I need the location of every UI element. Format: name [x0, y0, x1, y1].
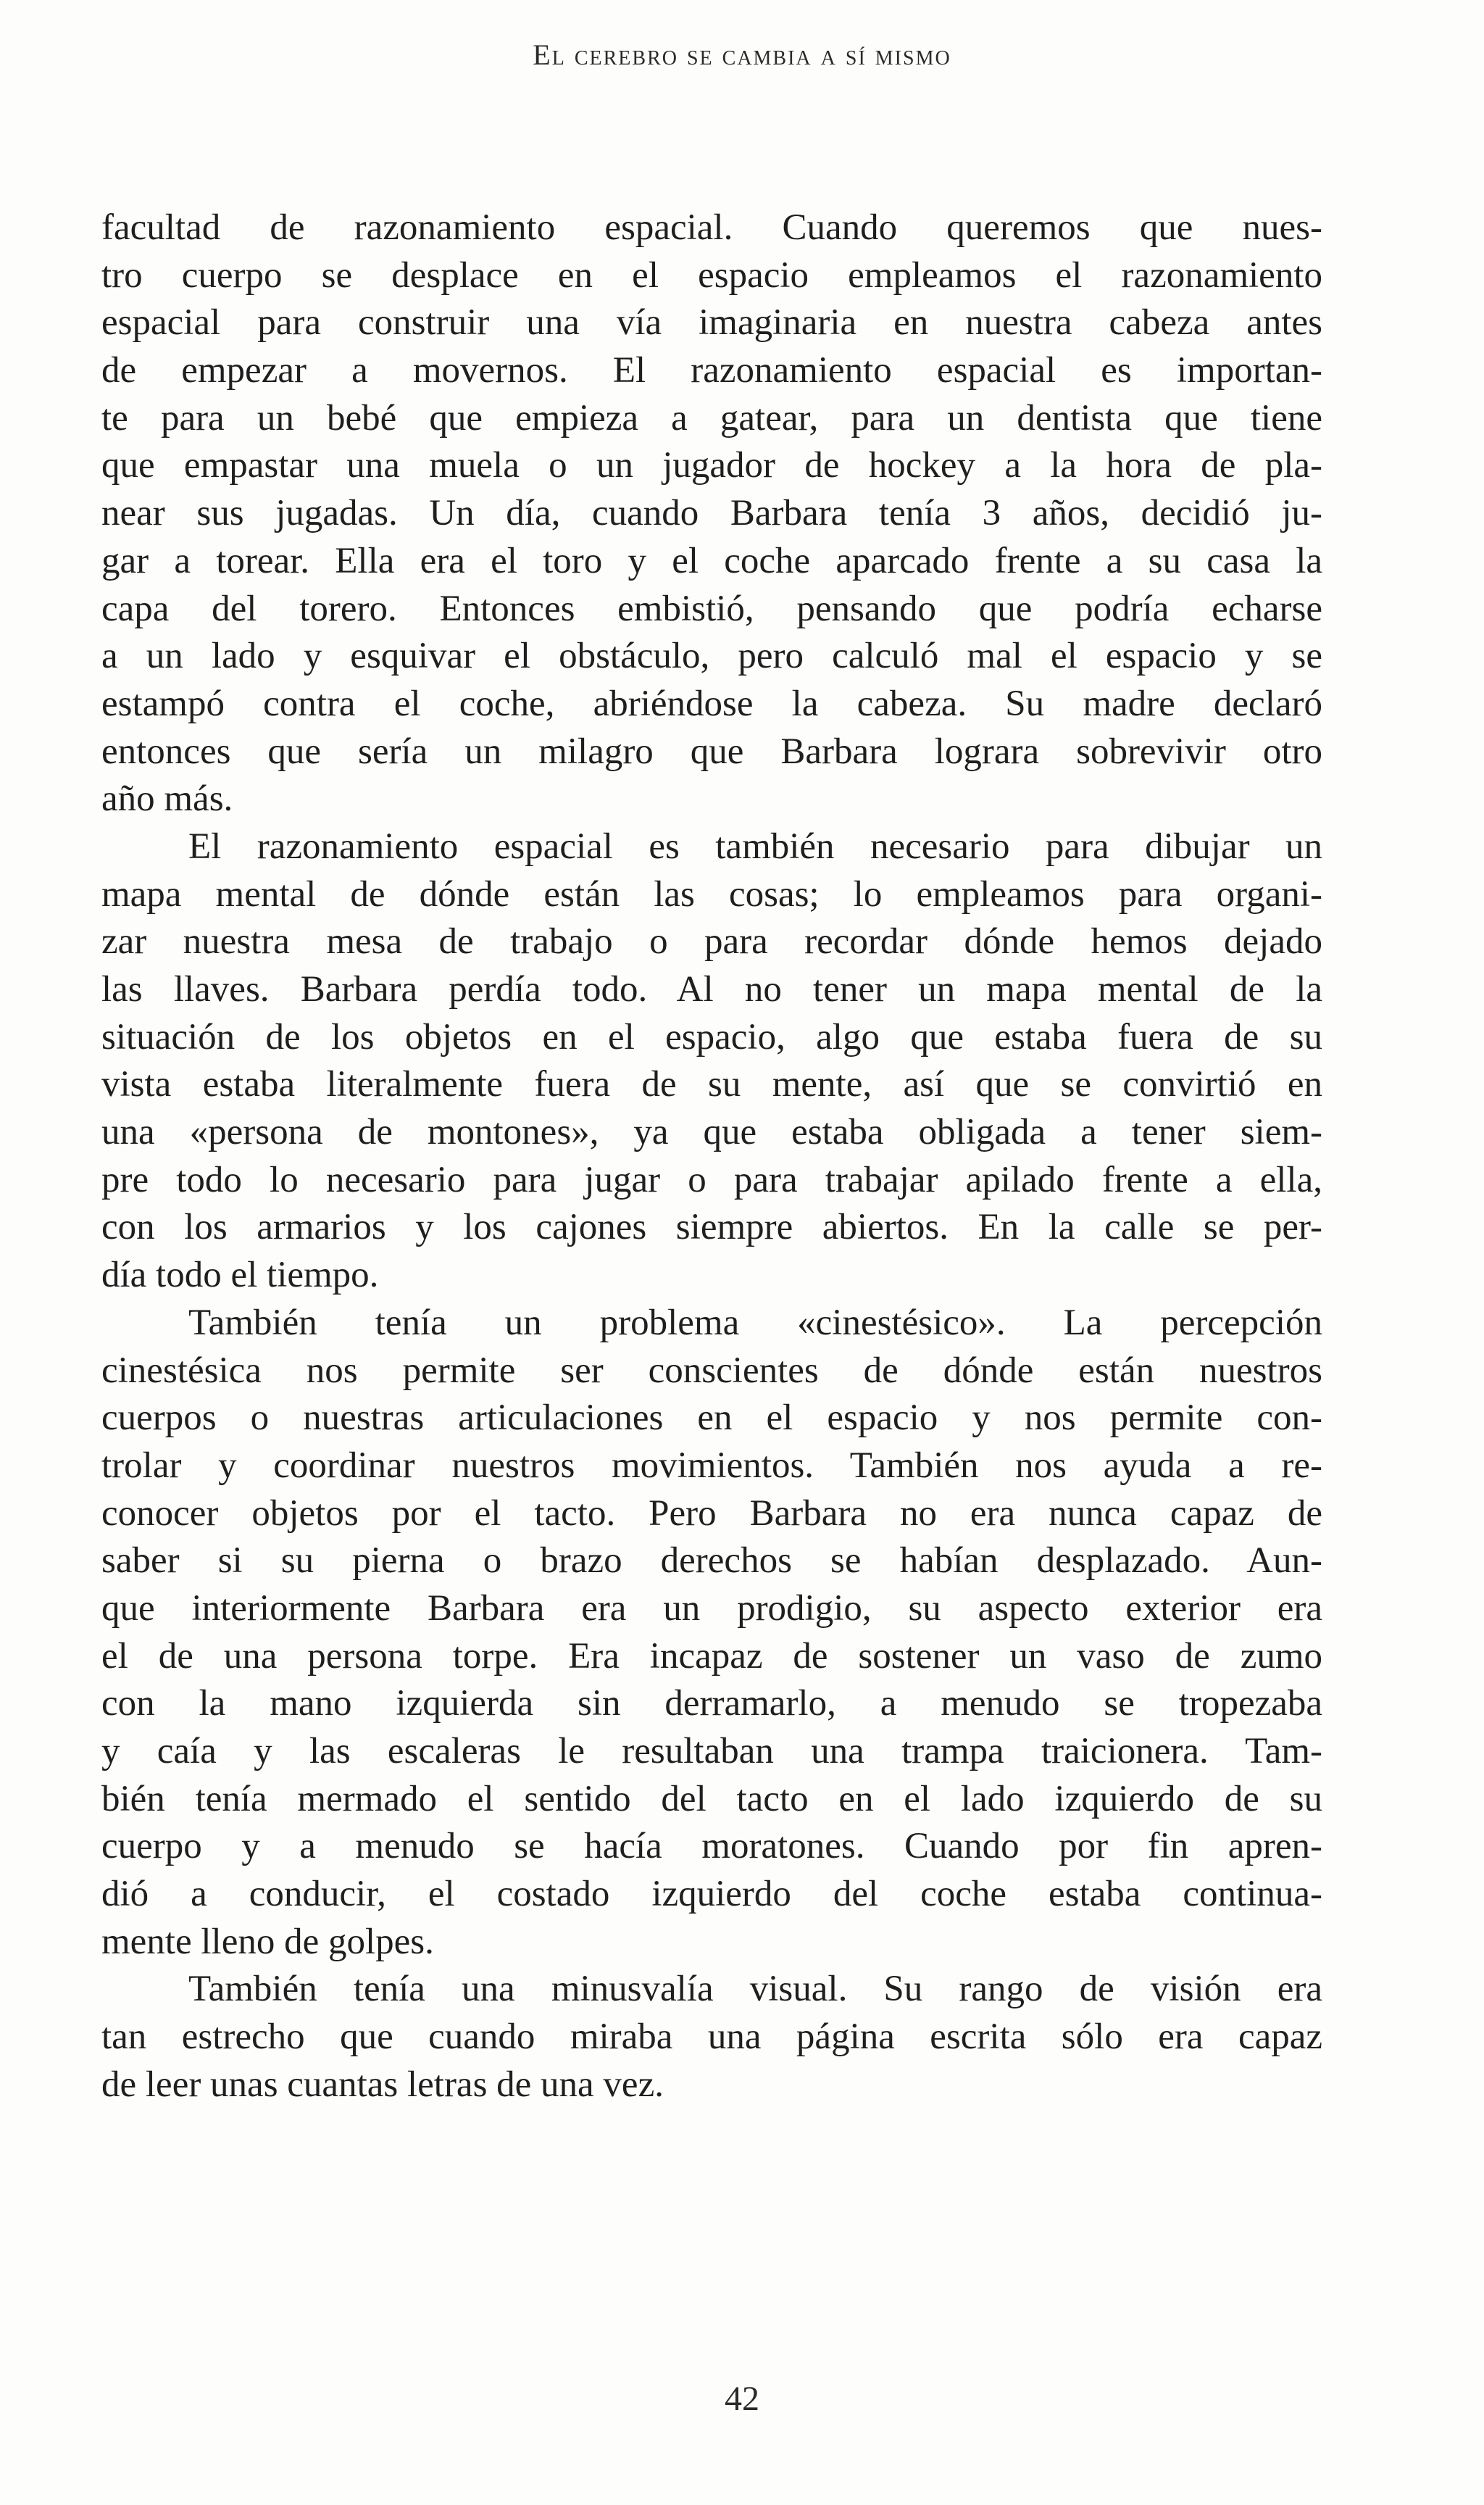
text-line: con la mano izquierda sin derramarlo, a menudo se tropezaba	[101, 1683, 1322, 1724]
text-line: gar a torear. Ella era el toro y el coche aparcado frente a su casa la	[101, 540, 1322, 581]
text-line: cuerpos o nuestras articulaciones en el espacio y nos permite con-	[101, 1397, 1322, 1439]
text-line: año más.	[101, 778, 233, 820]
text-line: una «persona de montones», ya que estaba obligada a tener siem-	[101, 1112, 1322, 1153]
text-line: facultad de razonamiento espacial. Cuando queremos que nues-	[101, 207, 1322, 248]
text-line: el de una persona torpe. Era incapaz de sostener un vaso de zumo	[101, 1635, 1322, 1677]
text-line: y caía y las escaleras le resultaban una trampa traicionera. Tam-	[101, 1731, 1322, 1771]
text-line: capa del torero. Entonces embistió, pensando que podría echarse	[101, 588, 1322, 629]
text-line: a un lado y esquivar el obstáculo, pero calculó mal el espacio y se	[101, 636, 1322, 677]
text-line: cuerpo y a menudo se hacía moratones. Cuando por fin apren-	[101, 1826, 1322, 1867]
text-line: mente lleno de golpes.	[101, 1921, 434, 1962]
text-line: tan estrecho que cuando miraba una página escrita sólo era capaz	[101, 2016, 1322, 2058]
text-line: cinestésica nos permite ser conscientes de dónde están nuestros	[101, 1350, 1322, 1391]
text-line: tro cuerpo se desplace en el espacio empleamos el razonamiento	[101, 254, 1322, 296]
text-line: El razonamiento espacial es también necesario para dibujar un	[188, 826, 1322, 867]
text-line: las llaves. Barbara perdía todo. Al no tener un mapa mental de la	[101, 969, 1322, 1010]
running-head: El cerebro se cambia a sí mismo	[533, 38, 951, 71]
text-line: zar nuestra mesa de trabajo o para recordar dónde hemos dejado	[101, 921, 1322, 963]
text-line: día todo el tiempo.	[101, 1255, 379, 1296]
text-line: te para un bebé que empieza a gatear, para un dentista que tiene	[101, 397, 1322, 439]
text-line: dió a conducir, el costado izquierdo del coche estaba continua-	[101, 1874, 1322, 1915]
body-text	[101, 204, 1322, 2109]
page-number: 42	[725, 2380, 759, 2418]
text-line: trolar y coordinar nuestros movimientos. También nos ayuda a re-	[101, 1445, 1322, 1486]
text-line: que empastar una muela o un jugador de hockey a la hora de pla-	[101, 445, 1322, 486]
text-line: estampó contra el coche, abriéndose la cabeza. Su madre declaró	[101, 683, 1322, 724]
text-line: También tenía un problema «cinestésico». La percepción	[188, 1302, 1322, 1343]
text-line: espacial para construir una vía imaginaria en nuestra cabeza antes	[101, 302, 1322, 344]
text-line: situación de los objetos en el espacio, algo que estaba fuera de su	[101, 1016, 1322, 1058]
text-line: bién tenía mermado el sentido del tacto en el lado izquierdo de su	[101, 1778, 1322, 1819]
text-line: que interiormente Barbara era un prodigio, su aspecto exterior era	[101, 1587, 1322, 1629]
text-line: vista estaba literalmente fuera de su mente, así que se convirtió en	[101, 1064, 1322, 1105]
text-line: mapa mental de dónde están las cosas; lo empleamos para organi-	[101, 873, 1322, 915]
text-line: near sus jugadas. Un día, cuando Barbara tenía 3 años, decidió ju-	[101, 493, 1322, 534]
text-line: saber si su pierna o brazo derechos se habían desplazado. Aun-	[101, 1540, 1322, 1582]
text-line: conocer objetos por el tacto. Pero Barbara no era nunca capaz de	[101, 1492, 1322, 1534]
text-line: pre todo lo necesario para jugar o para trabajar apilado frente a ella,	[101, 1159, 1322, 1200]
text-line: entonces que sería un milagro que Barbara lograra sobrevivir otro	[101, 731, 1322, 772]
text-line: de empezar a movernos. El razonamiento espacial es importan-	[101, 350, 1322, 391]
text-line: También tenía una minusvalía visual. Su rango de visión era	[188, 1969, 1322, 2010]
text-line: con los armarios y los cajones siempre abiertos. En la calle se per-	[101, 1207, 1322, 1248]
text-line: de leer unas cuantas letras de una vez.	[101, 2064, 664, 2105]
